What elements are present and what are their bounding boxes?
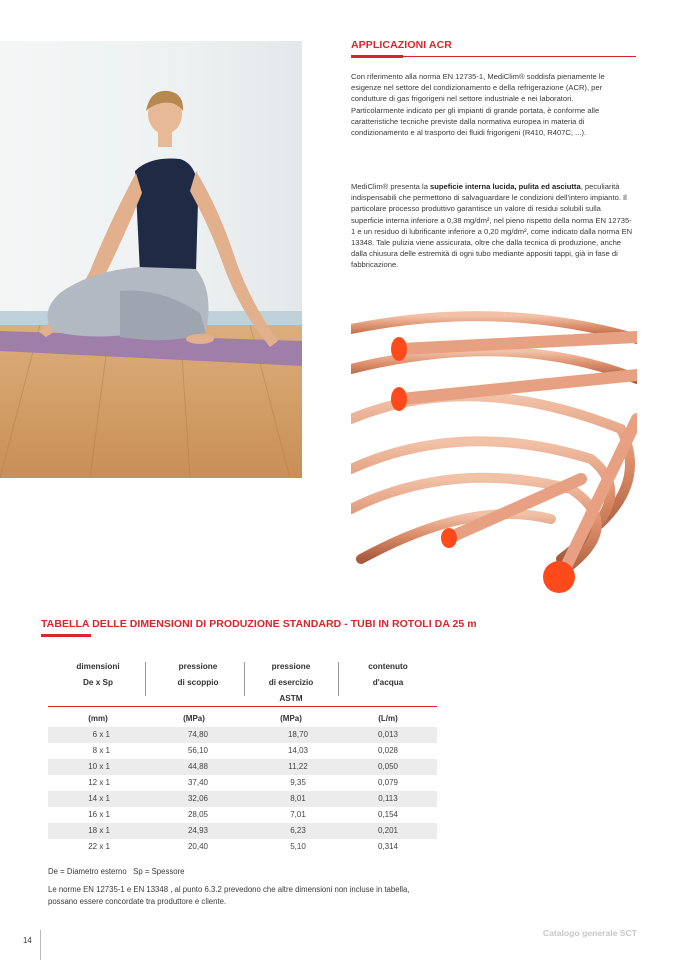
acr-p2-post: , peculiarità indispensabili che permettono di salvaguardare le condizioni dell'intero impianto. Il particolare processo produttivo garantisce un valore di residui solubili sulla superficie interna inferiore a 0,38 mg/dm², nel pieno rispetto della norma EN 12735-1 e un residuo di lubrificante inferiore a 0,20 mg/dm², come indicato dalla norma EN 13348. Tale pulizia viene assicurata, oltre che dalla tecnica di produzione, anche dalla chiusura delle estremità di ogni tubo mediante appositi tappi, già in fase di fabbricazione. bbox=[351, 182, 633, 270]
cell-dimension: 14 x 1 bbox=[88, 794, 110, 803]
header-pressione-esercizio bbox=[241, 659, 341, 707]
cell-working-pressure: 8,01 bbox=[290, 794, 306, 803]
header-line: di esercizio bbox=[268, 678, 314, 687]
header-line: De x Sp bbox=[82, 678, 114, 687]
copper-pipes-photo bbox=[351, 309, 637, 599]
table-row bbox=[48, 807, 437, 823]
cell-burst-pressure: 20,40 bbox=[187, 842, 209, 851]
cell-water-content: 0,201 bbox=[377, 826, 399, 835]
cell-working-pressure: 11,22 bbox=[288, 762, 308, 771]
acr-p2-pre: MediClim® presenta la bbox=[351, 182, 431, 191]
cell-burst-pressure: 44,88 bbox=[187, 762, 209, 771]
cell-water-content: 0,113 bbox=[378, 794, 398, 803]
cell-burst-pressure: 37,40 bbox=[187, 778, 209, 787]
cell-dimension: 12 x 1 bbox=[88, 778, 110, 787]
cell-water-content: 0,314 bbox=[377, 842, 399, 851]
table-row bbox=[48, 791, 437, 807]
header-line: d'acqua bbox=[372, 678, 404, 687]
unit-cell: (MPa) bbox=[280, 714, 302, 723]
table-title-accent bbox=[41, 634, 91, 637]
cell-dimension: 6 x 1 bbox=[92, 730, 110, 739]
acr-p2-bold: supeficie interna lucida, pulita ed asciutta bbox=[430, 182, 581, 191]
table-legend: De = Diametro esterno Sp = Spessore bbox=[48, 867, 185, 876]
header-dimensioni bbox=[48, 659, 148, 691]
header-line: contenuto bbox=[368, 662, 408, 671]
acr-paragraph-2 bbox=[351, 181, 634, 271]
header-line: pressione bbox=[271, 662, 311, 671]
acr-title: APPLICAZIONI ACR bbox=[351, 39, 452, 51]
acr-title-accent bbox=[351, 55, 403, 58]
cell-water-content: 0,050 bbox=[377, 762, 399, 771]
header-line: ASTM bbox=[279, 694, 303, 703]
cell-water-content: 0,154 bbox=[377, 810, 399, 819]
cell-burst-pressure: 24,93 bbox=[187, 826, 209, 835]
header-contenuto-acqua bbox=[338, 659, 438, 691]
table-row bbox=[48, 759, 437, 775]
table-row bbox=[48, 727, 437, 743]
page-number: 14 bbox=[23, 936, 32, 945]
page-number-rule bbox=[40, 930, 41, 960]
header-pressione-scoppio bbox=[148, 659, 248, 691]
unit-cell: (MPa) bbox=[183, 714, 205, 723]
header-line: di scoppio bbox=[177, 678, 219, 687]
table-note: Le norme EN 12735-1 e EN 13348 , al punto 6.3.2 prevedono che altre dimensioni non incluse in tabella, possano essere concordate tra produttore e cliente. bbox=[48, 885, 410, 906]
header-separator bbox=[145, 662, 146, 696]
table-row bbox=[48, 743, 437, 759]
acr-paragraph-1a: Con riferimento alla norma EN 12735-1, MediClim® soddisfa pienamente le esigenze nel settore del condizionamento e della refrigerazione (ACR), per condutture di gas frigorigeni nel settore industriale e nei laboratori. bbox=[351, 72, 605, 104]
cell-burst-pressure: 74,80 bbox=[187, 730, 209, 739]
header-line: dimensioni bbox=[76, 662, 120, 671]
cell-dimension: 16 x 1 bbox=[88, 810, 110, 819]
cell-water-content: 0,013 bbox=[377, 730, 399, 739]
cell-burst-pressure: 56,10 bbox=[187, 746, 209, 755]
cell-dimension: 10 x 1 bbox=[88, 762, 110, 771]
cell-dimension: 22 x 1 bbox=[88, 842, 110, 851]
cell-working-pressure: 5,10 bbox=[290, 842, 306, 851]
yoga-photo bbox=[0, 41, 302, 478]
cell-dimension: 8 x 1 bbox=[92, 746, 110, 755]
unit-cell: (mm) bbox=[88, 714, 108, 723]
cell-burst-pressure: 28,05 bbox=[187, 810, 209, 819]
cell-working-pressure: 6,23 bbox=[290, 826, 306, 835]
cell-burst-pressure: 32,06 bbox=[187, 794, 209, 803]
header-rule bbox=[48, 706, 437, 707]
table-header bbox=[48, 659, 437, 707]
cell-water-content: 0,079 bbox=[377, 778, 399, 787]
table-row bbox=[48, 823, 437, 839]
table-row bbox=[48, 775, 437, 791]
cell-dimension: 18 x 1 bbox=[88, 826, 110, 835]
cell-working-pressure: 9,35 bbox=[290, 778, 306, 787]
table-body bbox=[48, 727, 437, 855]
header-line: pressione bbox=[178, 662, 218, 671]
cell-working-pressure: 7,01 bbox=[290, 810, 306, 819]
acr-paragraph-1 bbox=[351, 71, 634, 138]
table-row bbox=[48, 839, 437, 855]
table-title: TABELLA DELLE DIMENSIONI DI PRODUZIONE STANDARD - TUBI IN ROTOLI DA 25 m bbox=[41, 618, 477, 630]
cell-working-pressure: 18,70 bbox=[287, 730, 309, 739]
footer-catalog-title: Catalogo generale SCT bbox=[542, 928, 637, 938]
unit-cell: (L/m) bbox=[378, 714, 398, 723]
cell-working-pressure: 14,03 bbox=[287, 746, 309, 755]
acr-paragraph-1b: Particolarmente indicato per gli impianti di grande portata, è conforme alle caratteristiche tecniche previste dalla normativa europea in materia di condizionamento e al trasporto dei fluidi frigorigeni (R410, R407C, ...). bbox=[351, 105, 600, 138]
units-row bbox=[48, 711, 437, 727]
cell-water-content: 0,028 bbox=[377, 746, 399, 755]
